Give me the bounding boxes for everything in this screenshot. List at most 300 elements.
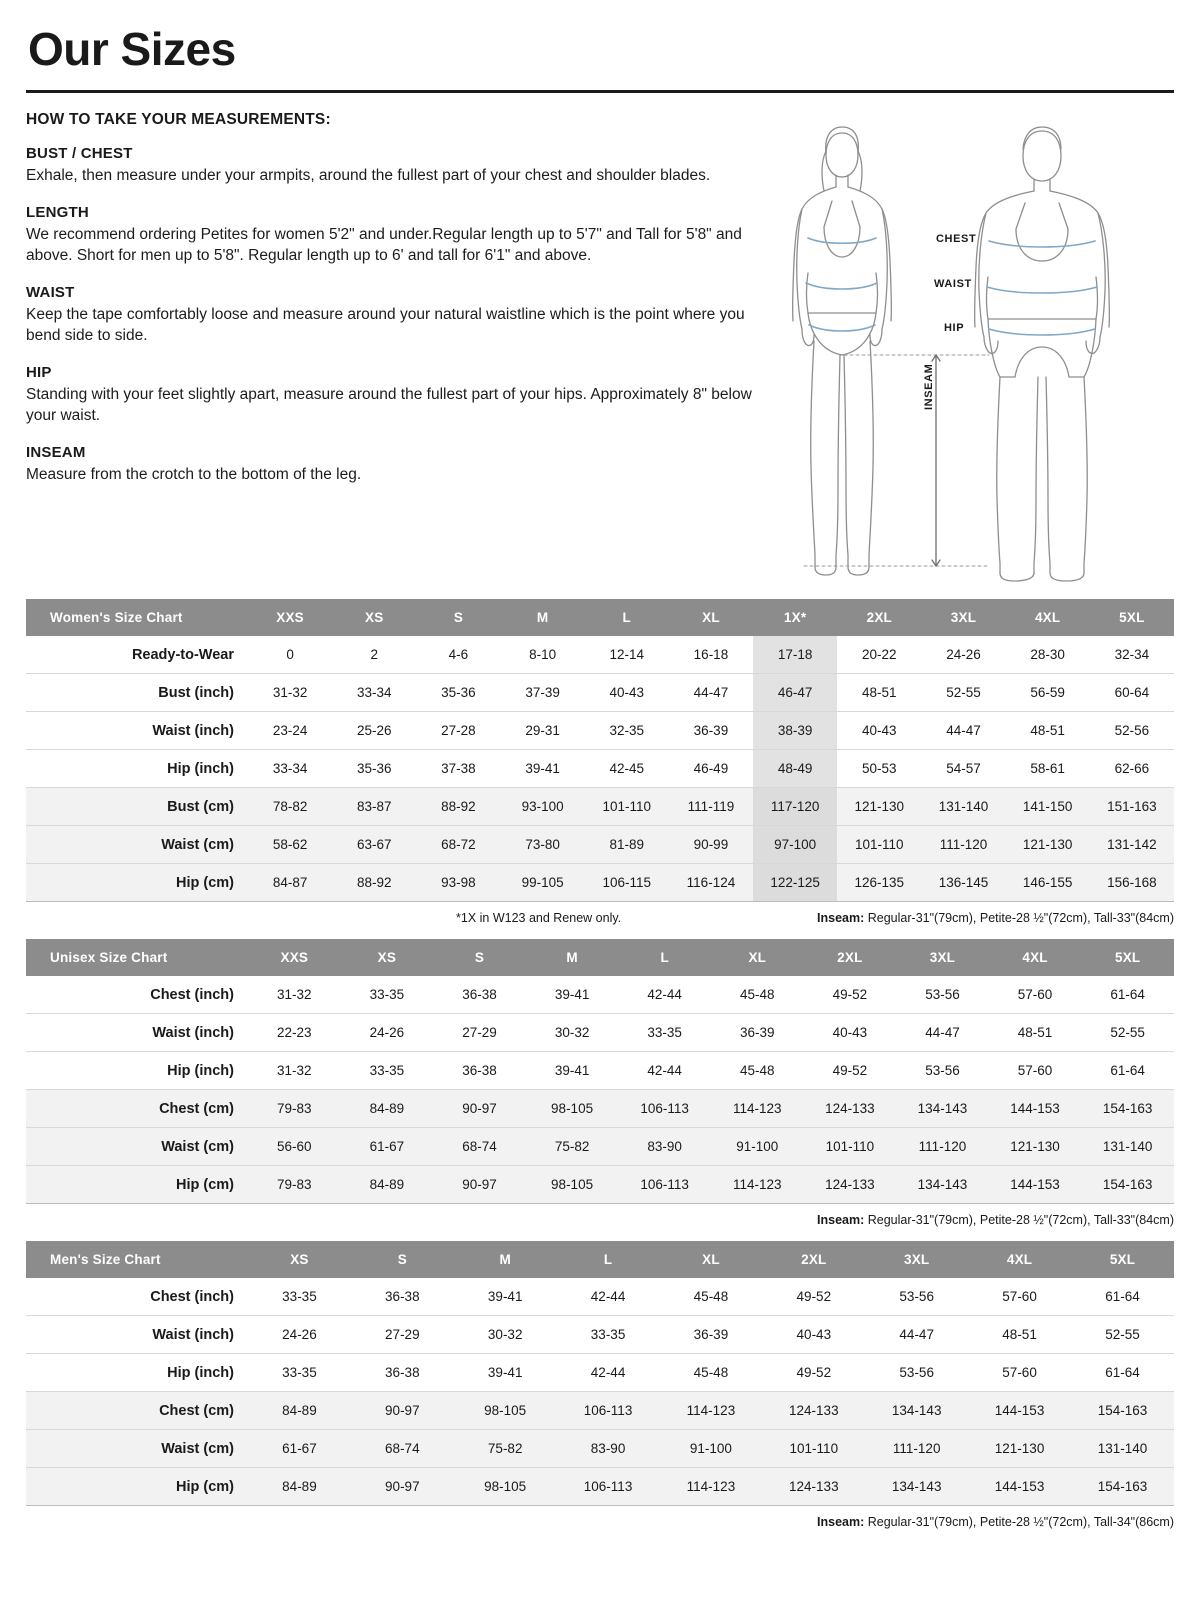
table-cell: 78-82: [248, 788, 332, 826]
instruction-block-length: [26, 204, 766, 266]
column-header: XL: [660, 1241, 763, 1278]
column-header: 2XL: [804, 939, 897, 976]
table-row: [26, 1166, 1174, 1204]
table-cell: 81-89: [585, 826, 669, 864]
size-chart-table-unisex: [26, 939, 1174, 1204]
column-header: M: [501, 599, 585, 636]
table-cell: 75-82: [454, 1430, 557, 1468]
size-chart-table-womens: [26, 599, 1174, 902]
table-header-row: [26, 599, 1174, 636]
row-label: Bust (inch): [26, 674, 248, 712]
table-row: [26, 1316, 1174, 1354]
table-cell: 97-100: [753, 826, 837, 864]
column-header: L: [557, 1241, 660, 1278]
table-cell: 46-47: [753, 674, 837, 712]
table-cell: 42-44: [618, 1052, 711, 1090]
table-cell: 32-34: [1090, 636, 1174, 674]
footnote-inseam: [817, 911, 1174, 925]
table-row: [26, 674, 1174, 712]
footnote-inseam-label: Inseam:: [817, 1515, 865, 1529]
column-header: XL: [711, 939, 804, 976]
table-cell: 154-163: [1081, 1166, 1174, 1204]
table-cell: 24-26: [248, 1316, 351, 1354]
table-cell: 57-60: [968, 1278, 1071, 1316]
table-cell: 42-44: [557, 1278, 660, 1316]
table-cell: 33-35: [341, 976, 434, 1014]
column-header: S: [433, 939, 526, 976]
row-label: Hip (inch): [26, 1354, 248, 1392]
column-header: XS: [248, 1241, 351, 1278]
table-cell: 61-67: [248, 1430, 351, 1468]
table-cell: 88-92: [416, 788, 500, 826]
table-cell: 121-130: [989, 1128, 1082, 1166]
row-label: Hip (cm): [26, 1468, 248, 1506]
table-cell: 37-39: [501, 674, 585, 712]
instruction-text: Standing with your feet slightly apart, measure around the fullest part of your hips. Approximately 8" below your waist.: [26, 386, 752, 424]
table-cell: 44-47: [669, 674, 753, 712]
table-cell: 2: [332, 636, 416, 674]
table-cell: 106-115: [585, 864, 669, 902]
table-cell: 93-100: [501, 788, 585, 826]
table-cell: 36-39: [669, 712, 753, 750]
table-row: [26, 712, 1174, 750]
table-cell: 98-105: [526, 1166, 619, 1204]
table-cell: 30-32: [526, 1014, 619, 1052]
table-cell: 42-44: [557, 1354, 660, 1392]
table-cell: 49-52: [762, 1278, 865, 1316]
table-cell: 36-39: [660, 1316, 763, 1354]
size-chart-unisex: [26, 939, 1174, 1227]
row-label: Waist (inch): [26, 1316, 248, 1354]
table-cell: 35-36: [332, 750, 416, 788]
column-header: 4XL: [1006, 599, 1090, 636]
row-label: Waist (inch): [26, 712, 248, 750]
table-cell: 57-60: [989, 976, 1082, 1014]
table-cell: 88-92: [332, 864, 416, 902]
table-cell: 39-41: [454, 1278, 557, 1316]
instruction-title: WAIST: [26, 284, 75, 302]
table-cell: 50-53: [837, 750, 921, 788]
table-cell: 39-41: [454, 1354, 557, 1392]
table-cell: 25-26: [332, 712, 416, 750]
instruction-title: HIP: [26, 364, 52, 382]
table-cell: 45-48: [711, 976, 804, 1014]
table-cell: 144-153: [989, 1166, 1082, 1204]
table-cell: 46-49: [669, 750, 753, 788]
table-cell: 101-110: [762, 1430, 865, 1468]
table-row: [26, 1014, 1174, 1052]
table-cell: 42-45: [585, 750, 669, 788]
table-cell: 20-22: [837, 636, 921, 674]
table-cell: 98-105: [526, 1090, 619, 1128]
table-cell: 111-119: [669, 788, 753, 826]
table-cell: 49-52: [804, 976, 897, 1014]
table-cell: 61-64: [1071, 1354, 1174, 1392]
table-cell: 42-44: [618, 976, 711, 1014]
table-cell: 75-82: [526, 1128, 619, 1166]
instruction-text: We recommend ordering Petites for women 5'2" and under.Regular length up to 5'7" and Tall for 5'8" and above. Short for men up to 5'8". Regular length up to 6' and tall for 6'1" and above.: [26, 226, 742, 264]
table-cell: 90-97: [351, 1392, 454, 1430]
table-row: [26, 1392, 1174, 1430]
table-cell: 131-142: [1090, 826, 1174, 864]
table-cell: 53-56: [896, 976, 989, 1014]
table-header-row: [26, 1241, 1174, 1278]
measurement-instructions: [26, 111, 766, 585]
table-cell: 40-43: [585, 674, 669, 712]
table-cell: 91-100: [660, 1430, 763, 1468]
measurement-diagram: [784, 115, 1156, 585]
table-cell: 57-60: [989, 1052, 1082, 1090]
instructions-heading: HOW TO TAKE YOUR MEASUREMENTS:: [26, 111, 331, 128]
table-cell: 61-64: [1081, 1052, 1174, 1090]
female-figure: [793, 127, 892, 575]
table-cell: 52-56: [1090, 712, 1174, 750]
table-cell: 61-64: [1071, 1278, 1174, 1316]
table-cell: 111-120: [896, 1128, 989, 1166]
diagram-label-inseam: INSEAM: [923, 363, 935, 410]
table-cell: 117-120: [753, 788, 837, 826]
table-cell: 154-163: [1081, 1090, 1174, 1128]
row-label: Chest (cm): [26, 1392, 248, 1430]
instruction-title: BUST / CHEST: [26, 145, 133, 162]
table-cell: 134-143: [865, 1392, 968, 1430]
table-cell: 106-113: [557, 1392, 660, 1430]
chart-title: Women's Size Chart: [26, 599, 248, 636]
table-row: [26, 1430, 1174, 1468]
table-cell: 16-18: [669, 636, 753, 674]
table-row: [26, 1468, 1174, 1506]
table-cell: 12-14: [585, 636, 669, 674]
row-label: Waist (inch): [26, 1014, 248, 1052]
table-cell: 23-24: [248, 712, 332, 750]
table-cell: 24-26: [921, 636, 1005, 674]
table-cell: 48-51: [1006, 712, 1090, 750]
instruction-title: INSEAM: [26, 444, 86, 462]
table-cell: 33-34: [248, 750, 332, 788]
column-header: 3XL: [865, 1241, 968, 1278]
table-cell: 124-133: [762, 1392, 865, 1430]
column-header: L: [585, 599, 669, 636]
table-cell: 8-10: [501, 636, 585, 674]
table-cell: 68-74: [351, 1430, 454, 1468]
footnote-inseam: [26, 1213, 1174, 1227]
table-cell: 114-123: [711, 1090, 804, 1128]
table-cell: 53-56: [896, 1052, 989, 1090]
size-chart-womens: [26, 599, 1174, 925]
chart-title: Unisex Size Chart: [26, 939, 248, 976]
size-charts: [26, 599, 1174, 1529]
table-cell: 38-39: [753, 712, 837, 750]
instruction-block-bust-chest: [26, 145, 766, 186]
row-label: Waist (cm): [26, 826, 248, 864]
table-cell: 83-87: [332, 788, 416, 826]
table-cell: 131-140: [1071, 1430, 1174, 1468]
table-row: [26, 750, 1174, 788]
table-cell: 134-143: [896, 1090, 989, 1128]
size-chart-table-mens: [26, 1241, 1174, 1506]
table-row: [26, 1090, 1174, 1128]
table-cell: 62-66: [1090, 750, 1174, 788]
table-cell: 136-145: [921, 864, 1005, 902]
table-cell: 27-28: [416, 712, 500, 750]
footnote-inseam-label: Inseam:: [817, 1213, 865, 1227]
row-label: Hip (inch): [26, 750, 248, 788]
column-header: XS: [332, 599, 416, 636]
table-cell: 31-32: [248, 1052, 341, 1090]
table-cell: 36-38: [433, 976, 526, 1014]
diagram-label-chest: CHEST: [936, 232, 977, 245]
row-label: Waist (cm): [26, 1128, 248, 1166]
table-cell: 33-35: [341, 1052, 434, 1090]
table-cell: 124-133: [762, 1468, 865, 1506]
table-cell: 126-135: [837, 864, 921, 902]
column-header: 2XL: [837, 599, 921, 636]
table-cell: 36-38: [433, 1052, 526, 1090]
table-row: [26, 826, 1174, 864]
table-cell: 90-97: [351, 1468, 454, 1506]
instruction-block-waist: [26, 284, 766, 346]
table-cell: 73-80: [501, 826, 585, 864]
table-cell: 114-123: [711, 1166, 804, 1204]
table-footnotes: [26, 911, 1174, 925]
instruction-title: LENGTH: [26, 204, 89, 222]
table-cell: 33-35: [618, 1014, 711, 1052]
table-cell: 63-67: [332, 826, 416, 864]
table-row: [26, 1354, 1174, 1392]
column-header: 1X*: [753, 599, 837, 636]
table-row: [26, 788, 1174, 826]
table-cell: 53-56: [865, 1278, 968, 1316]
column-header: S: [351, 1241, 454, 1278]
instruction-text: Exhale, then measure under your armpits, around the fullest part of your chest and shoulder blades.: [26, 167, 711, 184]
table-cell: 61-64: [1081, 976, 1174, 1014]
table-cell: 37-38: [416, 750, 500, 788]
instruction-text: Keep the tape comfortably loose and measure around your natural waistline which is the point where you bend side to side.: [26, 306, 745, 344]
table-cell: 35-36: [416, 674, 500, 712]
table-cell: 98-105: [454, 1392, 557, 1430]
column-header: XXS: [248, 599, 332, 636]
table-cell: 106-113: [618, 1090, 711, 1128]
column-header: 4XL: [989, 939, 1082, 976]
table-cell: 28-30: [1006, 636, 1090, 674]
table-cell: 48-51: [968, 1316, 1071, 1354]
column-header: 3XL: [921, 599, 1005, 636]
table-cell: 22-23: [248, 1014, 341, 1052]
table-cell: 57-60: [968, 1354, 1071, 1392]
title-divider: [26, 90, 1174, 93]
table-cell: 141-150: [1006, 788, 1090, 826]
row-label: Chest (inch): [26, 1278, 248, 1316]
table-cell: 36-38: [351, 1278, 454, 1316]
page-title: Our Sizes: [28, 23, 236, 75]
table-cell: 31-32: [248, 674, 332, 712]
table-cell: 33-35: [248, 1278, 351, 1316]
column-header: 5XL: [1090, 599, 1174, 636]
table-cell: 39-41: [526, 976, 619, 1014]
table-cell: 90-97: [433, 1166, 526, 1204]
table-cell: 101-110: [837, 826, 921, 864]
table-cell: 58-61: [1006, 750, 1090, 788]
table-row: [26, 1052, 1174, 1090]
table-row: [26, 864, 1174, 902]
table-cell: 111-120: [921, 826, 1005, 864]
table-cell: 48-51: [837, 674, 921, 712]
table-cell: 121-130: [1006, 826, 1090, 864]
table-row: [26, 636, 1174, 674]
table-cell: 84-87: [248, 864, 332, 902]
table-cell: 134-143: [865, 1468, 968, 1506]
table-cell: 99-105: [501, 864, 585, 902]
table-cell: 146-155: [1006, 864, 1090, 902]
table-row: [26, 1278, 1174, 1316]
table-cell: 4-6: [416, 636, 500, 674]
table-cell: 91-100: [711, 1128, 804, 1166]
table-cell: 36-38: [351, 1354, 454, 1392]
body-figures-svg: [784, 115, 1156, 585]
table-cell: 49-52: [762, 1354, 865, 1392]
table-cell: 48-51: [989, 1014, 1082, 1052]
table-cell: 52-55: [1071, 1316, 1174, 1354]
inseam-guides: [804, 355, 989, 566]
row-label: Chest (cm): [26, 1090, 248, 1128]
table-cell: 45-48: [660, 1354, 763, 1392]
table-cell: 101-110: [585, 788, 669, 826]
size-chart-mens: [26, 1241, 1174, 1529]
table-cell: 40-43: [837, 712, 921, 750]
table-cell: 144-153: [968, 1392, 1071, 1430]
column-header: M: [526, 939, 619, 976]
table-cell: 131-140: [921, 788, 1005, 826]
table-cell: 79-83: [248, 1090, 341, 1128]
table-cell: 44-47: [921, 712, 1005, 750]
table-cell: 84-89: [248, 1468, 351, 1506]
table-cell: 84-89: [341, 1090, 434, 1128]
column-header: 5XL: [1081, 939, 1174, 976]
column-header: 3XL: [896, 939, 989, 976]
row-label: Hip (inch): [26, 1052, 248, 1090]
table-cell: 53-56: [865, 1354, 968, 1392]
table-cell: 98-105: [454, 1468, 557, 1506]
table-cell: 124-133: [804, 1090, 897, 1128]
row-label: Hip (cm): [26, 864, 248, 902]
table-cell: 40-43: [762, 1316, 865, 1354]
table-cell: 60-64: [1090, 674, 1174, 712]
male-figure: [975, 127, 1110, 581]
table-cell: 44-47: [896, 1014, 989, 1052]
row-label: Bust (cm): [26, 788, 248, 826]
table-cell: 111-120: [865, 1430, 968, 1468]
table-cell: 27-29: [351, 1316, 454, 1354]
table-cell: 58-62: [248, 826, 332, 864]
table-cell: 44-47: [865, 1316, 968, 1354]
footnote-inseam-text: Regular-31"(79cm), Petite-28 ½"(72cm), Tall-33"(84cm): [864, 911, 1174, 925]
column-header: L: [618, 939, 711, 976]
column-header: M: [454, 1241, 557, 1278]
table-cell: 83-90: [618, 1128, 711, 1166]
table-cell: 32-35: [585, 712, 669, 750]
table-cell: 45-48: [660, 1278, 763, 1316]
table-cell: 114-123: [660, 1468, 763, 1506]
table-cell: 24-26: [341, 1014, 434, 1052]
table-cell: 56-59: [1006, 674, 1090, 712]
footnote-inseam-text: Regular-31"(79cm), Petite-28 ½"(72cm), Tall-34"(86cm): [864, 1515, 1174, 1529]
table-cell: 52-55: [921, 674, 1005, 712]
row-label: Hip (cm): [26, 1166, 248, 1204]
table-cell: 114-123: [660, 1392, 763, 1430]
table-cell: 121-130: [968, 1430, 1071, 1468]
table-cell: 101-110: [804, 1128, 897, 1166]
table-cell: 0: [248, 636, 332, 674]
table-cell: 27-29: [433, 1014, 526, 1052]
table-cell: 68-74: [433, 1128, 526, 1166]
table-cell: 36-39: [711, 1014, 804, 1052]
table-cell: 122-125: [753, 864, 837, 902]
column-header: 2XL: [762, 1241, 865, 1278]
instruction-block-inseam: [26, 444, 766, 485]
chart-title: Men's Size Chart: [26, 1241, 248, 1278]
table-cell: 116-124: [669, 864, 753, 902]
table-cell: 56-60: [248, 1128, 341, 1166]
table-row: [26, 1128, 1174, 1166]
row-label: Waist (cm): [26, 1430, 248, 1468]
footnote-inseam-label: Inseam:: [817, 911, 865, 925]
table-cell: 30-32: [454, 1316, 557, 1354]
table-cell: 61-67: [341, 1128, 434, 1166]
size-guide-page: [0, 22, 1200, 1622]
table-cell: 33-35: [557, 1316, 660, 1354]
table-cell: 49-52: [804, 1052, 897, 1090]
footnote-inseam-text: Regular-31"(79cm), Petite-28 ½"(72cm), Tall-33"(84cm): [864, 1213, 1174, 1227]
diagram-label-waist: WAIST: [934, 278, 972, 290]
column-header: 5XL: [1071, 1241, 1174, 1278]
table-cell: 144-153: [968, 1468, 1071, 1506]
table-cell: 54-57: [921, 750, 1005, 788]
table-cell: 79-83: [248, 1166, 341, 1204]
table-cell: 33-34: [332, 674, 416, 712]
table-cell: 31-32: [248, 976, 341, 1014]
table-cell: 40-43: [804, 1014, 897, 1052]
table-cell: 151-163: [1090, 788, 1174, 826]
table-cell: 45-48: [711, 1052, 804, 1090]
footnote-inseam: [26, 1515, 1174, 1529]
footnote-left: *1X in W123 and Renew only.: [456, 911, 622, 925]
table-cell: 156-168: [1090, 864, 1174, 902]
table-row: [26, 976, 1174, 1014]
table-cell: 39-41: [501, 750, 585, 788]
column-header: 4XL: [968, 1241, 1071, 1278]
diagram-label-hip: HIP: [944, 322, 965, 334]
table-cell: 48-49: [753, 750, 837, 788]
table-cell: 131-140: [1081, 1128, 1174, 1166]
table-cell: 84-89: [341, 1166, 434, 1204]
table-cell: 106-113: [557, 1468, 660, 1506]
table-cell: 106-113: [618, 1166, 711, 1204]
table-cell: 17-18: [753, 636, 837, 674]
table-cell: 134-143: [896, 1166, 989, 1204]
row-label: Chest (inch): [26, 976, 248, 1014]
instruction-block-hip: [26, 364, 766, 426]
table-cell: 154-163: [1071, 1468, 1174, 1506]
table-cell: 52-55: [1081, 1014, 1174, 1052]
table-cell: 90-97: [433, 1090, 526, 1128]
table-cell: 83-90: [557, 1430, 660, 1468]
instruction-text: Measure from the crotch to the bottom of the leg.: [26, 466, 362, 484]
table-cell: 84-89: [248, 1392, 351, 1430]
table-cell: 39-41: [526, 1052, 619, 1090]
table-cell: 33-35: [248, 1354, 351, 1392]
table-cell: 29-31: [501, 712, 585, 750]
column-header: XL: [669, 599, 753, 636]
